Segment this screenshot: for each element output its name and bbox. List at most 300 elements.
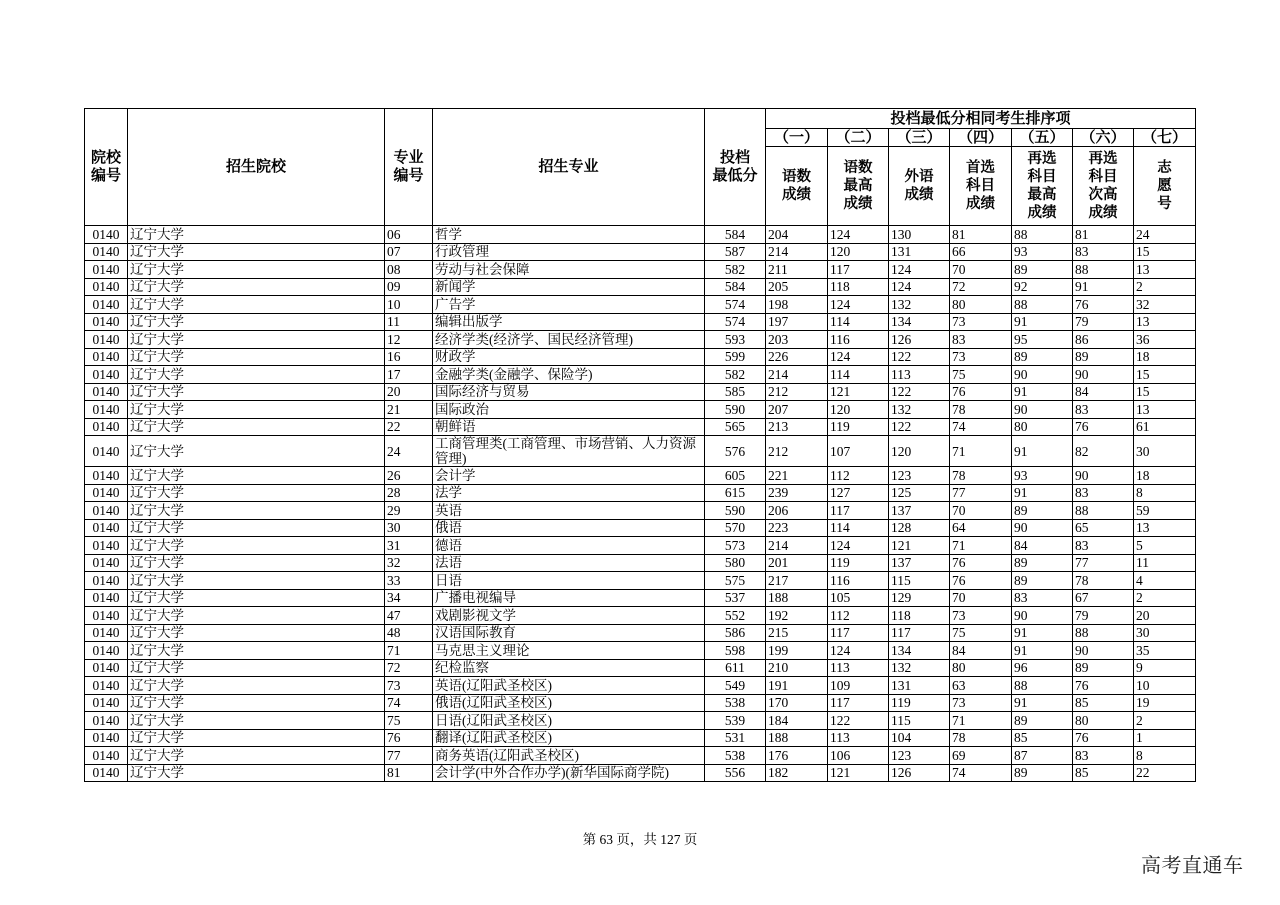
min-score-cell: 537 bbox=[705, 589, 766, 607]
elective-max-score-cell: 89 bbox=[1012, 554, 1073, 572]
chinese-math-score-cell: 188 bbox=[766, 589, 828, 607]
foreign-language-score-cell: 126 bbox=[889, 764, 950, 782]
elective-second-score-cell: 90 bbox=[1073, 642, 1134, 660]
preference-number-cell: 18 bbox=[1134, 348, 1196, 366]
first-subject-score-cell: 72 bbox=[950, 278, 1012, 296]
first-subject-score-cell: 71 bbox=[950, 712, 1012, 730]
elective-second-score-cell: 89 bbox=[1073, 659, 1134, 677]
major-code-cell: 09 bbox=[385, 278, 433, 296]
preference-number-cell: 30 bbox=[1134, 624, 1196, 642]
first-subject-score-cell: 75 bbox=[950, 624, 1012, 642]
min-score-cell: 576 bbox=[705, 436, 766, 467]
min-score-cell: 574 bbox=[705, 313, 766, 331]
min-score-cell: 593 bbox=[705, 331, 766, 349]
watermark-text: 高考直通车 bbox=[1141, 853, 1244, 877]
school-name-cell: 辽宁大学 bbox=[128, 659, 385, 677]
first-subject-score-cell: 78 bbox=[950, 467, 1012, 485]
first-subject-score-cell: 73 bbox=[950, 348, 1012, 366]
table-row bbox=[85, 694, 1196, 712]
preference-number-cell: 2 bbox=[1134, 278, 1196, 296]
foreign-language-score-cell: 115 bbox=[889, 712, 950, 730]
table-row bbox=[85, 366, 1196, 384]
first-subject-score-cell: 76 bbox=[950, 554, 1012, 572]
foreign-language-score-cell: 120 bbox=[889, 436, 950, 467]
school-code-cell: 0140 bbox=[85, 572, 128, 590]
page-number-footer: 第 63 页，共 127 页 bbox=[582, 832, 698, 847]
first-subject-score-cell: 63 bbox=[950, 677, 1012, 695]
chinese-math-max-score-cell: 106 bbox=[828, 747, 889, 765]
school-name-cell: 辽宁大学 bbox=[128, 519, 385, 537]
preference-number-cell: 13 bbox=[1134, 401, 1196, 419]
preference-number-cell: 36 bbox=[1134, 331, 1196, 349]
chinese-math-max-score-cell: 120 bbox=[828, 243, 889, 261]
elective-second-score-cell: 79 bbox=[1073, 313, 1134, 331]
tiebreak-title-header: 投档最低分相同考生排序项 bbox=[766, 109, 1196, 129]
major-name-cell: 纪检监察 bbox=[433, 659, 705, 677]
foreign-language-score-cell: 134 bbox=[889, 313, 950, 331]
major-code-cell: 11 bbox=[385, 313, 433, 331]
elective-max-score-cell: 91 bbox=[1012, 624, 1073, 642]
chinese-math-max-score-cell: 117 bbox=[828, 502, 889, 520]
table-row bbox=[85, 296, 1196, 314]
elective-second-score-cell: 76 bbox=[1073, 418, 1134, 436]
min-score-cell: 598 bbox=[705, 642, 766, 660]
chinese-math-max-score-cell: 124 bbox=[828, 348, 889, 366]
first-subject-score-cell: 77 bbox=[950, 484, 1012, 502]
school-name-header: 招生院校 bbox=[128, 109, 385, 226]
major-name-cell: 日语(辽阳武圣校区) bbox=[433, 712, 705, 730]
major-name-cell: 财政学 bbox=[433, 348, 705, 366]
preference-number-cell: 8 bbox=[1134, 747, 1196, 765]
tiebreak-index-4: （四） bbox=[950, 129, 1012, 147]
chinese-math-max-score-cell: 109 bbox=[828, 677, 889, 695]
elective-second-score-cell: 84 bbox=[1073, 383, 1134, 401]
chinese-math-score-cell: 214 bbox=[766, 537, 828, 555]
major-code-cell: 07 bbox=[385, 243, 433, 261]
first-subject-score-header: 首选 科目 成绩 bbox=[950, 147, 1012, 226]
chinese-math-score-cell: 198 bbox=[766, 296, 828, 314]
table-row bbox=[85, 243, 1196, 261]
elective-max-score-cell: 91 bbox=[1012, 313, 1073, 331]
min-score-cell: 552 bbox=[705, 607, 766, 625]
school-code-cell: 0140 bbox=[85, 436, 128, 467]
chinese-math-score-cell: 197 bbox=[766, 313, 828, 331]
school-name-cell: 辽宁大学 bbox=[128, 712, 385, 730]
preference-number-cell: 13 bbox=[1134, 261, 1196, 279]
table-row bbox=[85, 331, 1196, 349]
elective-second-score-cell: 80 bbox=[1073, 712, 1134, 730]
min-score-cell: 605 bbox=[705, 467, 766, 485]
chinese-math-score-cell: 213 bbox=[766, 418, 828, 436]
preference-number-cell: 32 bbox=[1134, 296, 1196, 314]
foreign-language-score-cell: 126 bbox=[889, 331, 950, 349]
major-code-cell: 33 bbox=[385, 572, 433, 590]
chinese-math-max-score-cell: 116 bbox=[828, 572, 889, 590]
school-name-cell: 辽宁大学 bbox=[128, 348, 385, 366]
school-name-cell: 辽宁大学 bbox=[128, 747, 385, 765]
first-subject-score-cell: 71 bbox=[950, 537, 1012, 555]
elective-max-score-cell: 91 bbox=[1012, 694, 1073, 712]
chinese-math-score-cell: 176 bbox=[766, 747, 828, 765]
school-name-cell: 辽宁大学 bbox=[128, 537, 385, 555]
major-name-cell: 俄语(辽阳武圣校区) bbox=[433, 694, 705, 712]
school-code-cell: 0140 bbox=[85, 226, 128, 244]
school-name-cell: 辽宁大学 bbox=[128, 366, 385, 384]
first-subject-score-cell: 70 bbox=[950, 589, 1012, 607]
major-name-cell: 法学 bbox=[433, 484, 705, 502]
chinese-math-score-cell: 210 bbox=[766, 659, 828, 677]
chinese-math-max-score-cell: 112 bbox=[828, 607, 889, 625]
school-code-header: 院校 编号 bbox=[85, 109, 128, 226]
elective-max-score-cell: 89 bbox=[1012, 712, 1073, 730]
elective-second-score-cell: 79 bbox=[1073, 607, 1134, 625]
school-name-cell: 辽宁大学 bbox=[128, 331, 385, 349]
first-subject-score-cell: 80 bbox=[950, 296, 1012, 314]
tiebreak-index-3: （三） bbox=[889, 129, 950, 147]
table-row bbox=[85, 519, 1196, 537]
school-code-cell: 0140 bbox=[85, 624, 128, 642]
min-score-cell: 570 bbox=[705, 519, 766, 537]
major-code-cell: 48 bbox=[385, 624, 433, 642]
chinese-math-score-cell: 201 bbox=[766, 554, 828, 572]
chinese-math-max-score-cell: 122 bbox=[828, 712, 889, 730]
foreign-language-score-cell: 132 bbox=[889, 659, 950, 677]
foreign-language-score-cell: 123 bbox=[889, 467, 950, 485]
preference-number-cell: 11 bbox=[1134, 554, 1196, 572]
foreign-language-score-cell: 134 bbox=[889, 642, 950, 660]
min-score-cell: 599 bbox=[705, 348, 766, 366]
major-code-cell: 29 bbox=[385, 502, 433, 520]
major-name-header: 招生专业 bbox=[433, 109, 705, 226]
min-score-cell: 584 bbox=[705, 278, 766, 296]
foreign-language-score-cell: 117 bbox=[889, 624, 950, 642]
major-code-cell: 10 bbox=[385, 296, 433, 314]
major-code-cell: 22 bbox=[385, 418, 433, 436]
elective-second-score-cell: 83 bbox=[1073, 484, 1134, 502]
school-name-cell: 辽宁大学 bbox=[128, 313, 385, 331]
foreign-language-score-cell: 124 bbox=[889, 278, 950, 296]
foreign-language-score-cell: 123 bbox=[889, 747, 950, 765]
elective-second-score-cell: 88 bbox=[1073, 502, 1134, 520]
first-subject-score-cell: 73 bbox=[950, 607, 1012, 625]
table-row bbox=[85, 278, 1196, 296]
school-code-cell: 0140 bbox=[85, 502, 128, 520]
school-code-cell: 0140 bbox=[85, 418, 128, 436]
school-code-cell: 0140 bbox=[85, 313, 128, 331]
major-code-cell: 81 bbox=[385, 764, 433, 782]
table-row bbox=[85, 712, 1196, 730]
elective-max-score-cell: 89 bbox=[1012, 764, 1073, 782]
elective-second-score-cell: 76 bbox=[1073, 677, 1134, 695]
min-score-cell: 538 bbox=[705, 694, 766, 712]
chinese-math-max-score-cell: 107 bbox=[828, 436, 889, 467]
first-subject-score-cell: 70 bbox=[950, 502, 1012, 520]
major-code-cell: 21 bbox=[385, 401, 433, 419]
school-name-cell: 辽宁大学 bbox=[128, 383, 385, 401]
elective-max-score-cell: 90 bbox=[1012, 607, 1073, 625]
school-code-cell: 0140 bbox=[85, 729, 128, 747]
first-subject-score-cell: 80 bbox=[950, 659, 1012, 677]
major-code-cell: 76 bbox=[385, 729, 433, 747]
major-code-cell: 32 bbox=[385, 554, 433, 572]
school-name-cell: 辽宁大学 bbox=[128, 607, 385, 625]
admission-score-table bbox=[84, 108, 1196, 782]
major-code-cell: 12 bbox=[385, 331, 433, 349]
min-score-cell: 575 bbox=[705, 572, 766, 590]
chinese-math-score-cell: 188 bbox=[766, 729, 828, 747]
chinese-math-score-cell: 191 bbox=[766, 677, 828, 695]
elective-second-score-cell: 76 bbox=[1073, 296, 1134, 314]
elective-max-score-cell: 89 bbox=[1012, 572, 1073, 590]
major-name-cell: 德语 bbox=[433, 537, 705, 555]
major-name-cell: 广播电视编导 bbox=[433, 589, 705, 607]
chinese-math-max-score-cell: 114 bbox=[828, 366, 889, 384]
school-name-cell: 辽宁大学 bbox=[128, 467, 385, 485]
preference-number-cell: 10 bbox=[1134, 677, 1196, 695]
major-name-cell: 行政管理 bbox=[433, 243, 705, 261]
first-subject-score-cell: 73 bbox=[950, 694, 1012, 712]
chinese-math-max-score-header: 语数 最高 成绩 bbox=[828, 147, 889, 226]
elective-max-score-cell: 88 bbox=[1012, 677, 1073, 695]
major-name-cell: 经济学类(经济学、国民经济管理) bbox=[433, 331, 705, 349]
elective-max-score-cell: 87 bbox=[1012, 747, 1073, 765]
preference-number-cell: 8 bbox=[1134, 484, 1196, 502]
min-score-cell: 590 bbox=[705, 502, 766, 520]
preference-number-cell: 15 bbox=[1134, 366, 1196, 384]
preference-number-cell: 5 bbox=[1134, 537, 1196, 555]
chinese-math-max-score-cell: 124 bbox=[828, 537, 889, 555]
school-name-cell: 辽宁大学 bbox=[128, 436, 385, 467]
elective-second-score-cell: 91 bbox=[1073, 278, 1134, 296]
chinese-math-max-score-cell: 117 bbox=[828, 694, 889, 712]
major-code-cell: 34 bbox=[385, 589, 433, 607]
table-row bbox=[85, 436, 1196, 467]
major-name-cell: 商务英语(辽阳武圣校区) bbox=[433, 747, 705, 765]
school-name-cell: 辽宁大学 bbox=[128, 401, 385, 419]
chinese-math-max-score-cell: 105 bbox=[828, 589, 889, 607]
table-row bbox=[85, 572, 1196, 590]
elective-max-score-cell: 88 bbox=[1012, 226, 1073, 244]
school-name-cell: 辽宁大学 bbox=[128, 296, 385, 314]
table-header bbox=[85, 109, 1196, 226]
major-code-cell: 06 bbox=[385, 226, 433, 244]
preference-number-cell: 30 bbox=[1134, 436, 1196, 467]
foreign-language-score-cell: 125 bbox=[889, 484, 950, 502]
first-subject-score-cell: 71 bbox=[950, 436, 1012, 467]
major-name-cell: 英语 bbox=[433, 502, 705, 520]
min-score-cell: 556 bbox=[705, 764, 766, 782]
table-row bbox=[85, 467, 1196, 485]
major-code-cell: 75 bbox=[385, 712, 433, 730]
tiebreak-index-5: （五） bbox=[1012, 129, 1073, 147]
major-name-cell: 朝鲜语 bbox=[433, 418, 705, 436]
elective-second-score-cell: 88 bbox=[1073, 261, 1134, 279]
first-subject-score-cell: 73 bbox=[950, 313, 1012, 331]
foreign-language-score-cell: 118 bbox=[889, 607, 950, 625]
school-code-cell: 0140 bbox=[85, 764, 128, 782]
chinese-math-max-score-cell: 124 bbox=[828, 642, 889, 660]
first-subject-score-cell: 64 bbox=[950, 519, 1012, 537]
school-code-cell: 0140 bbox=[85, 642, 128, 660]
elective-max-score-cell: 91 bbox=[1012, 383, 1073, 401]
school-code-cell: 0140 bbox=[85, 537, 128, 555]
chinese-math-score-cell: 192 bbox=[766, 607, 828, 625]
school-name-cell: 辽宁大学 bbox=[128, 694, 385, 712]
foreign-language-score-cell: 137 bbox=[889, 554, 950, 572]
elective-max-score-cell: 96 bbox=[1012, 659, 1073, 677]
school-code-cell: 0140 bbox=[85, 278, 128, 296]
min-score-cell: 538 bbox=[705, 747, 766, 765]
major-name-cell: 俄语 bbox=[433, 519, 705, 537]
school-name-cell: 辽宁大学 bbox=[128, 572, 385, 590]
table-row bbox=[85, 677, 1196, 695]
school-name-cell: 辽宁大学 bbox=[128, 589, 385, 607]
chinese-math-score-cell: 207 bbox=[766, 401, 828, 419]
major-name-cell: 马克思主义理论 bbox=[433, 642, 705, 660]
elective-second-score-cell: 90 bbox=[1073, 366, 1134, 384]
elective-max-score-cell: 85 bbox=[1012, 729, 1073, 747]
table-row bbox=[85, 659, 1196, 677]
major-code-cell: 47 bbox=[385, 607, 433, 625]
foreign-language-score-cell: 128 bbox=[889, 519, 950, 537]
preference-number-cell: 13 bbox=[1134, 313, 1196, 331]
school-code-cell: 0140 bbox=[85, 712, 128, 730]
table-row bbox=[85, 418, 1196, 436]
chinese-math-max-score-cell: 117 bbox=[828, 261, 889, 279]
major-code-cell: 31 bbox=[385, 537, 433, 555]
school-name-cell: 辽宁大学 bbox=[128, 418, 385, 436]
elective-second-score-cell: 81 bbox=[1073, 226, 1134, 244]
major-code-header: 专业 编号 bbox=[385, 109, 433, 226]
chinese-math-max-score-cell: 121 bbox=[828, 383, 889, 401]
elective-max-score-cell: 91 bbox=[1012, 436, 1073, 467]
school-name-cell: 辽宁大学 bbox=[128, 554, 385, 572]
foreign-language-score-cell: 131 bbox=[889, 243, 950, 261]
tiebreak-index-1: （一） bbox=[766, 129, 828, 147]
major-code-cell: 71 bbox=[385, 642, 433, 660]
major-name-cell: 工商管理类(工商管理、市场营销、人力资源管理) bbox=[433, 436, 705, 467]
school-code-cell: 0140 bbox=[85, 261, 128, 279]
foreign-language-score-cell: 104 bbox=[889, 729, 950, 747]
chinese-math-score-cell: 215 bbox=[766, 624, 828, 642]
first-subject-score-cell: 84 bbox=[950, 642, 1012, 660]
min-score-cell: 590 bbox=[705, 401, 766, 419]
chinese-math-score-cell: 212 bbox=[766, 383, 828, 401]
elective-second-score-cell: 83 bbox=[1073, 537, 1134, 555]
school-name-cell: 辽宁大学 bbox=[128, 502, 385, 520]
chinese-math-score-cell: 206 bbox=[766, 502, 828, 520]
chinese-math-score-cell: 221 bbox=[766, 467, 828, 485]
min-score-cell: 582 bbox=[705, 366, 766, 384]
elective-max-score-cell: 90 bbox=[1012, 366, 1073, 384]
major-code-cell: 74 bbox=[385, 694, 433, 712]
major-code-cell: 73 bbox=[385, 677, 433, 695]
first-subject-score-cell: 75 bbox=[950, 366, 1012, 384]
school-code-cell: 0140 bbox=[85, 554, 128, 572]
major-name-cell: 翻译(辽阳武圣校区) bbox=[433, 729, 705, 747]
major-name-cell: 编辑出版学 bbox=[433, 313, 705, 331]
tiebreak-index-2: （二） bbox=[828, 129, 889, 147]
min-score-cell: 574 bbox=[705, 296, 766, 314]
min-score-cell: 580 bbox=[705, 554, 766, 572]
table-row bbox=[85, 383, 1196, 401]
elective-max-score-cell: 93 bbox=[1012, 467, 1073, 485]
foreign-language-score-cell: 129 bbox=[889, 589, 950, 607]
elective-max-score-cell: 80 bbox=[1012, 418, 1073, 436]
table-row bbox=[85, 313, 1196, 331]
elective-second-score-cell: 78 bbox=[1073, 572, 1134, 590]
min-score-cell: 585 bbox=[705, 383, 766, 401]
school-name-cell: 辽宁大学 bbox=[128, 729, 385, 747]
chinese-math-score-cell: 211 bbox=[766, 261, 828, 279]
major-code-cell: 08 bbox=[385, 261, 433, 279]
chinese-math-score-cell: 184 bbox=[766, 712, 828, 730]
preference-number-cell: 2 bbox=[1134, 712, 1196, 730]
min-score-cell: 582 bbox=[705, 261, 766, 279]
elective-second-score-cell: 89 bbox=[1073, 348, 1134, 366]
school-name-cell: 辽宁大学 bbox=[128, 243, 385, 261]
school-code-cell: 0140 bbox=[85, 694, 128, 712]
chinese-math-max-score-cell: 124 bbox=[828, 296, 889, 314]
foreign-language-score-cell: 132 bbox=[889, 401, 950, 419]
elective-max-score-cell: 91 bbox=[1012, 642, 1073, 660]
first-subject-score-cell: 76 bbox=[950, 383, 1012, 401]
elective-second-score-cell: 76 bbox=[1073, 729, 1134, 747]
elective-second-score-cell: 65 bbox=[1073, 519, 1134, 537]
table-row bbox=[85, 624, 1196, 642]
foreign-language-score-cell: 130 bbox=[889, 226, 950, 244]
chinese-math-max-score-cell: 119 bbox=[828, 554, 889, 572]
major-code-cell: 72 bbox=[385, 659, 433, 677]
chinese-math-score-cell: 223 bbox=[766, 519, 828, 537]
major-name-cell: 金融学类(金融学、保险学) bbox=[433, 366, 705, 384]
chinese-math-max-score-cell: 121 bbox=[828, 764, 889, 782]
elective-second-score-cell: 77 bbox=[1073, 554, 1134, 572]
school-code-cell: 0140 bbox=[85, 296, 128, 314]
chinese-math-max-score-cell: 119 bbox=[828, 418, 889, 436]
school-code-cell: 0140 bbox=[85, 348, 128, 366]
elective-max-score-cell: 95 bbox=[1012, 331, 1073, 349]
preference-number-cell: 4 bbox=[1134, 572, 1196, 590]
chinese-math-score-header: 语数 成绩 bbox=[766, 147, 828, 226]
elective-max-score-cell: 88 bbox=[1012, 296, 1073, 314]
table-row bbox=[85, 261, 1196, 279]
chinese-math-max-score-cell: 113 bbox=[828, 659, 889, 677]
chinese-math-score-cell: 203 bbox=[766, 331, 828, 349]
major-code-cell: 26 bbox=[385, 467, 433, 485]
chinese-math-max-score-cell: 114 bbox=[828, 313, 889, 331]
min-score-cell: 586 bbox=[705, 624, 766, 642]
first-subject-score-cell: 78 bbox=[950, 401, 1012, 419]
chinese-math-max-score-cell: 113 bbox=[828, 729, 889, 747]
school-code-cell: 0140 bbox=[85, 677, 128, 695]
preference-number-cell: 1 bbox=[1134, 729, 1196, 747]
school-code-cell: 0140 bbox=[85, 607, 128, 625]
min-score-header: 投档 最低分 bbox=[705, 109, 766, 226]
elective-max-score-cell: 90 bbox=[1012, 401, 1073, 419]
school-code-cell: 0140 bbox=[85, 331, 128, 349]
foreign-language-score-cell: 121 bbox=[889, 537, 950, 555]
chinese-math-max-score-cell: 127 bbox=[828, 484, 889, 502]
min-score-cell: 573 bbox=[705, 537, 766, 555]
school-name-cell: 辽宁大学 bbox=[128, 642, 385, 660]
chinese-math-max-score-cell: 118 bbox=[828, 278, 889, 296]
min-score-cell: 549 bbox=[705, 677, 766, 695]
min-score-cell: 584 bbox=[705, 226, 766, 244]
table-row bbox=[85, 226, 1196, 244]
chinese-math-score-cell: 214 bbox=[766, 243, 828, 261]
chinese-math-max-score-cell: 120 bbox=[828, 401, 889, 419]
